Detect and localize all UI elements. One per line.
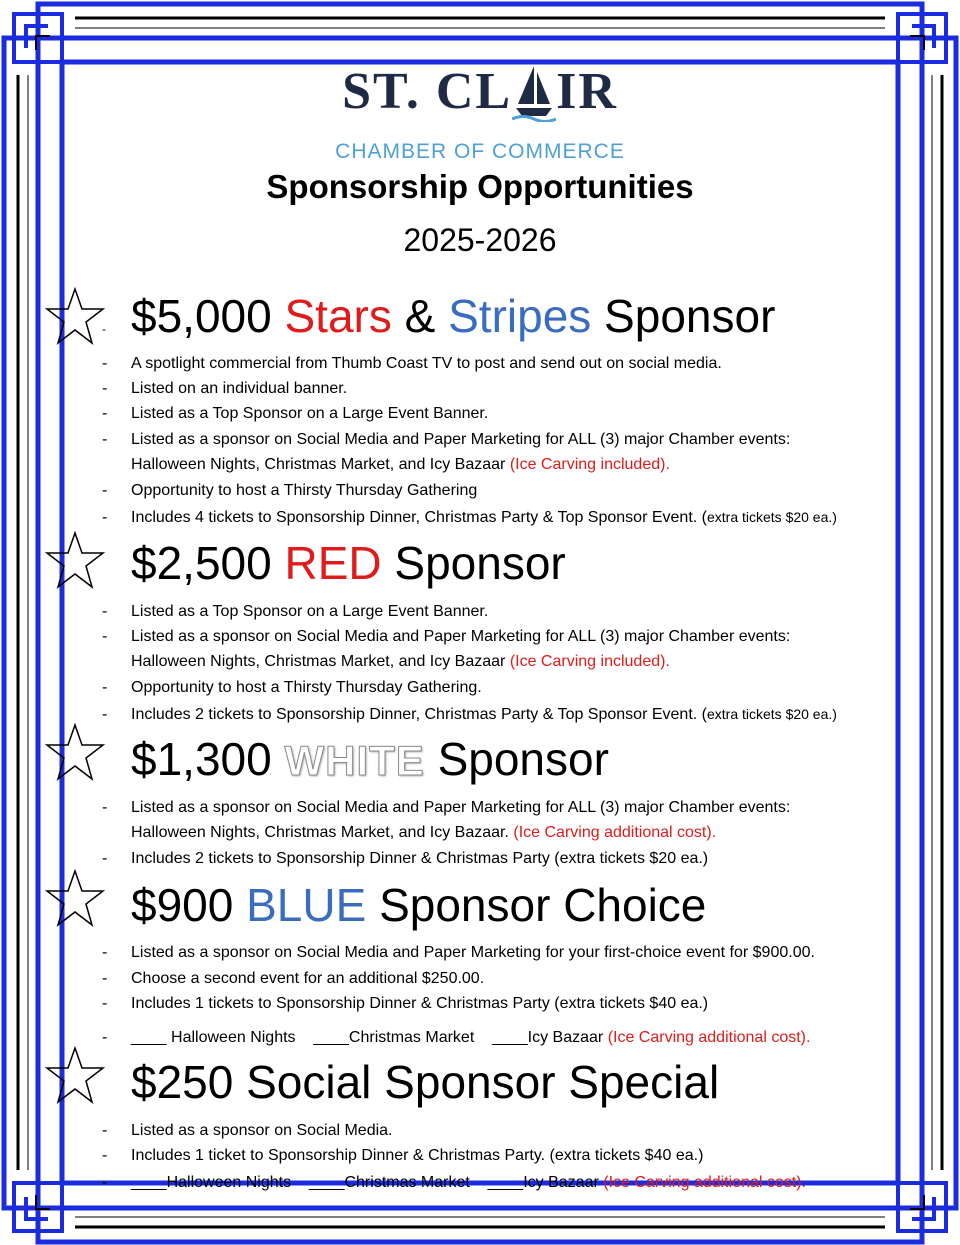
list-item [102, 379, 347, 399]
bullet-text: Listed as a sponsor on Social Media. [131, 1122, 393, 1139]
page-year: 2025-2026 [403, 222, 557, 258]
list-item [102, 627, 790, 647]
bullet-dash: - [102, 355, 108, 372]
continuation-text: Halloween Nights, Christmas Market, and Icy Bazaar. [131, 824, 514, 841]
list-item [102, 849, 708, 869]
list-item [102, 969, 484, 989]
bullet-note: extra tickets $20 ea.) [706, 706, 837, 722]
logo-wordmark [0, 62, 960, 122]
list-item [102, 798, 790, 818]
bullet-dash: - [102, 850, 108, 867]
list-item [102, 994, 708, 1014]
tier-price: $1,300 [131, 733, 285, 785]
bullet-dash: - [102, 799, 108, 816]
bullet-text: Listed as a sponsor on Social Media and Paper Marketing for ALL (3) major Chamber events: [131, 431, 791, 448]
tier-amp: & [391, 290, 449, 342]
bullet-text: Includes 2 tickets to Sponsorship Dinner & Christmas Party (extra tickets $20 ea.) [131, 850, 709, 867]
tier-word-stripes: Stripes [448, 290, 592, 342]
list-item [102, 943, 815, 963]
continuation-text: Halloween Nights, Christmas Market, and Icy Bazaar [131, 456, 510, 473]
logo-text-right: IR [556, 63, 618, 120]
bullet-dash: - [102, 1174, 108, 1191]
bullet-dash: - [102, 995, 108, 1012]
list-item [102, 507, 837, 528]
bullet-text: Listed as a sponsor on Social Media and Paper Marketing for ALL (3) major Chamber events: [131, 628, 791, 645]
sailboat-icon [512, 64, 556, 122]
list-item [102, 602, 488, 622]
tier-heading-5000 [131, 288, 775, 344]
list-item [102, 1121, 392, 1141]
choice-note: (Ice Carving additional cost). [607, 1029, 811, 1046]
list-item [102, 704, 837, 725]
logo-text-left: ST. CL [342, 63, 513, 120]
bullet-dash: - [102, 1029, 108, 1046]
star-outline-icon [44, 286, 106, 346]
bullet-dash: - [102, 431, 108, 448]
tier-heading-2500 [131, 535, 566, 591]
list-item [102, 1146, 703, 1166]
tier-word-stars: Stars [284, 290, 392, 342]
tier-rest: Sponsor Choice [366, 879, 707, 931]
bullet-text: Opportunity to host a Thirsty Thursday Gathering. [131, 679, 482, 696]
list-item [102, 430, 790, 450]
bullet-dash: - [102, 628, 108, 645]
bullet-text: Includes 1 tickets to Sponsorship Dinner & Christmas Party (extra tickets $40 ea.) [131, 995, 709, 1012]
bullet-dash: - [102, 405, 108, 422]
tier-word-blue: BLUE [246, 879, 367, 931]
bullet-text: Listed as a Top Sponsor on a Large Event Banner. [131, 603, 489, 620]
bullet-dash: - [102, 1122, 108, 1139]
event-choice-blanks[interactable]: ____Halloween Nights ____Christmas Market ____Icy Bazaar [131, 1174, 604, 1191]
bullet-text: Listed as a sponsor on Social Media and Paper Marketing for ALL (3) major Chamber events: [131, 799, 791, 816]
star-outline-icon [44, 868, 106, 928]
bullet-text: Includes 1 ticket to Sponsorship Dinner & Christmas Party. (extra tickets $40 ea.) [131, 1147, 704, 1164]
event-choice-line[interactable] [102, 1173, 806, 1193]
bullet-dash: - [102, 380, 108, 397]
bullet-dash: - [102, 482, 108, 499]
continuation-note: (Ice Carving additional cost). [513, 824, 717, 841]
list-item-continuation [131, 652, 670, 672]
chamber-logo [0, 62, 960, 164]
bullet-text: Listed on an individual banner. [131, 380, 348, 397]
bullet-note: extra tickets $20 ea.) [706, 509, 837, 525]
star-outline-icon [44, 1045, 106, 1105]
bullet-dash: - [102, 944, 108, 961]
tier-heading-1300 [131, 731, 609, 789]
bullet-text: Choose a second event for an additional $250.00. [131, 970, 485, 987]
tier-rest: Sponsor [591, 290, 776, 342]
list-item [102, 354, 722, 374]
continuation-note: (Ice Carving included). [509, 653, 670, 670]
list-item [102, 678, 482, 698]
tier-price: $5,000 [131, 290, 285, 342]
bullet-dash: - [102, 509, 108, 526]
list-item-continuation [131, 455, 670, 475]
bullet-text: Listed as a Top Sponsor on a Large Event Banner. [131, 405, 489, 422]
choice-note: (Ice Carving additional cost). [603, 1174, 806, 1191]
continuation-note: (Ice Carving included). [509, 456, 670, 473]
bullet-text: Includes 2 tickets to Sponsorship Dinner, Christmas Party & Top Sponsor Event. ( [131, 706, 707, 723]
tier-rest: Sponsor [381, 537, 566, 589]
list-item [102, 481, 477, 501]
bullet-dash: - [102, 706, 108, 723]
bullet-text: Listed as a sponsor on Social Media and Paper Marketing for your first-choice event for $900.00. [131, 944, 815, 961]
star-outline-icon [44, 530, 106, 590]
bullet-dash: - [102, 1147, 108, 1164]
tier-heading-250: $250 Social Sponsor Special [131, 1056, 720, 1108]
list-item [102, 404, 488, 424]
page-title: Sponsorship Opportunities [266, 168, 694, 205]
bullet-dash: - [102, 679, 108, 696]
star-outline-icon [44, 722, 106, 782]
tier-word-white: WHITE [284, 737, 425, 784]
bullet-dash: - [102, 970, 108, 987]
event-choice-blanks[interactable]: ____ Halloween Nights ____Christmas Market ____Icy Bazaar [131, 1029, 608, 1046]
tier-word-red: RED [284, 537, 382, 589]
continuation-text: Halloween Nights, Christmas Market, and Icy Bazaar [131, 653, 510, 670]
bullet-text: Opportunity to host a Thirsty Thursday Gathering [131, 482, 478, 499]
tier-heading-900 [131, 877, 706, 933]
bullet-dash: - [102, 603, 108, 620]
bullet-text: Includes 4 tickets to Sponsorship Dinner, Christmas Party & Top Sponsor Event. ( [131, 509, 707, 526]
event-choice-line[interactable] [102, 1028, 810, 1048]
logo-subtitle: CHAMBER OF COMMERCE [335, 140, 625, 163]
bullet-text: A spotlight commercial from Thumb Coast TV to post and send out on social media. [131, 355, 722, 372]
tier-price: $2,500 [131, 537, 285, 589]
tier-price: $900 [131, 879, 247, 931]
tier-rest: Sponsor [424, 733, 609, 785]
list-item-continuation [131, 823, 716, 843]
heading-dash: - [102, 322, 106, 336]
